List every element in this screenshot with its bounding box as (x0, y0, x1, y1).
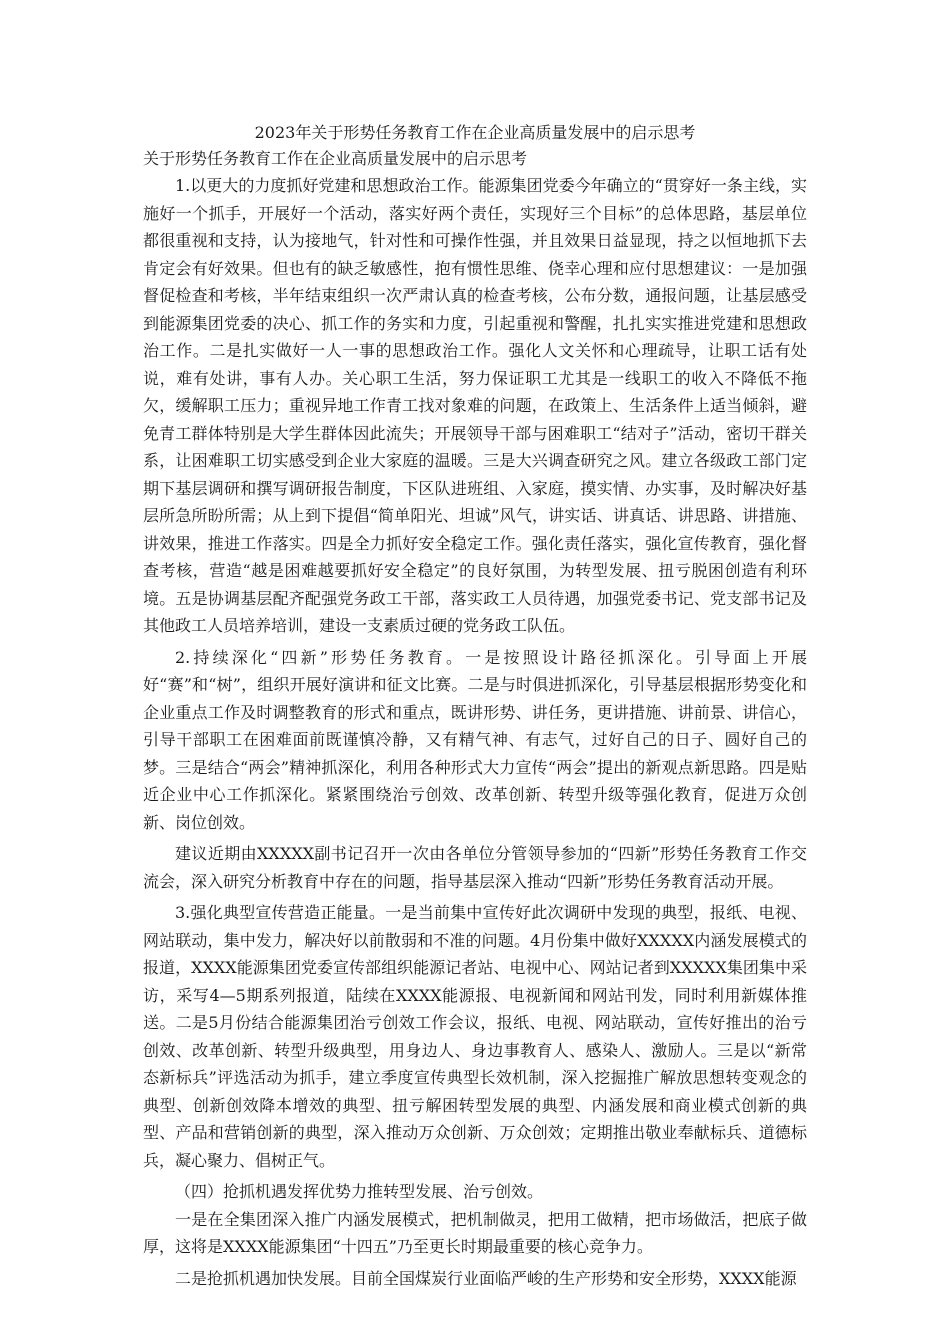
paragraph-3: 建议近期由XXXXX副书记召开一次由各单位分管领导参加的“四新”形势任务教育工作交流会，深入研究分析教育中存在的问题，指导基层深入推动“四新”形势任务教育活动开展。 (143, 844, 807, 891)
paragraph-1: 1.以更大的力度抓好党建和思想政治工作。能源集团党委今年确立的“贯穿好一条主线，实施好一个抓手，开展好一个活动，落实好两个责任，实现好三个目标”的总体思路，基层单位都很重视和支持，认为接地气，针对性和可操作性强，并且效果日益显现，持之以恒地抓下去肯定会有好效果。但也有的缺乏敏感性，抱有惯性思维、侥幸心理和应付思想建议：一是加强督促检查和考核，半年结束组织一次严肃认真的检查考核，公布分数，通报问题，让基层感受到能源集团党委的决心、抓工作的务实和力度，引起重视和警醒，扎扎实实推进党建和思想政治工作。二是扎实做好一人一事的思想政治工作。强化人文关怀和心理疏导，让职工话有处说，难有处讲，事有人办。关心职工生活，努力保证职工尤其是一线职工的收入不降低不拖欠，缓解职工压力；重视异地工作青工找对象难的问题，在政策上、生活条件上适当倾斜，避免青工群体特别是大学生群体因此流失；开展领导干部与困难职工“结对子”活动，密切干群关系，让困难职工切实感受到企业大家庭的温暖。三是大兴调查研究之风。建立各级政工部门定期下基层调研和撰写调研报告制度，下区队进班组、入家庭，摸实情、办实事，及时解决好基层所急所盼所需；从上到下提倡“简单阳光、坦诚”风气，讲实话、讲真话、讲思路、讲措施、讲效果，推进工作落实。四是全力抓好安全稳定工作。强化责任落实，强化宣传教育，强化督查考核，营造“越是困难越要抓好安全稳定”的良好氛围，为转型发展、扭亏脱困创造有利环境。五是协调基层配齐配强党务政工干部，落实政工人员待遇，加强党委书记、党支部书记及其他政工人员培养培训，建设一支素质过硬的党务政工队伍。 (143, 176, 807, 635)
paragraph-4: 3.强化典型宣传营造正能量。一是当前集中宣传好此次调研中发现的典型，报纸、电视、网站联动，集中发力，解决好以前散弱和不准的问题。4月份集中做好XXXXX内涵发展模式的报道，XXXX能源集团党委宣传部组织能源记者站、电视中心、网站记者到XXXXX集团集中采访，采写4—5期系列报道，陆续在XXXX能源报、电视新闻和网站刊发，同时利用新媒体推送。二是5月份结合能源集团治亏创效工作会议，报纸、电视、网站联动，宣传好推出的治亏创效、改革创新、转型升级典型，用身边人、身边事教育人、感染人、激励人。三是以“新常态新标兵”评选活动为抓手，建立季度宣传典型长效机制，深入挖掘推广解放思想转变观念的典型、创新创效降本增效的典型、扭亏解困转型发展的典型、内涵发展和商业模式创新的典型、产品和营销创新的典型，深入推动万众创新、万众创效；定期推出敬业奉献标兵、道德标兵，凝心聚力、倡树正气。 (143, 903, 807, 1170)
paragraph-2: 2.持续深化“四新”形势任务教育。一是按照设计路径抓深化。引导面上开展好“赛”和“树”，组织开展好演讲和征文比赛。二是与时俱进抓深化，引导基层根据形势变化和企业重点工作及时调整教育的形式和重点，既讲形势、讲任务，更讲措施、讲前景、讲信心，引导干部职工在困难面前既谨慎冷静，又有精气神、有志气，过好自己的日子、圆好自己的梦。三是结合“两会”精神抓深化，利用各种形式大力宣传“两会”提出的新观点新思路。四是贴近企业中心工作抓深化。紧紧围绕治亏创效、改革创新、转型升级等强化教育，促进万众创新、岗位创效。 (143, 647, 807, 832)
section-heading-4: （四）抢抓机遇发挥优势力推转型发展、治亏创效。 (175, 1182, 544, 1201)
paragraph-6: 二是抢抓机遇加快发展。目前全国煤炭行业面临严峻的生产形势和安全形势，XXXX能源 (175, 1268, 797, 1288)
document-title: 2023年关于形势任务教育工作在企业高质量发展中的启示思考 (254, 123, 696, 142)
document-page (143, 120, 807, 1296)
paragraph-5: 一是在全集团深入推广内涵发展模式，把机制做灵，把用工做精，把市场做活，把底子做厚，这将是XXXX能源集团“十四五”乃至更长时期最重要的核心竞争力。 (143, 1209, 807, 1256)
document-subtitle: 关于形势任务教育工作在企业高质量发展中的启示思考 (143, 149, 528, 168)
